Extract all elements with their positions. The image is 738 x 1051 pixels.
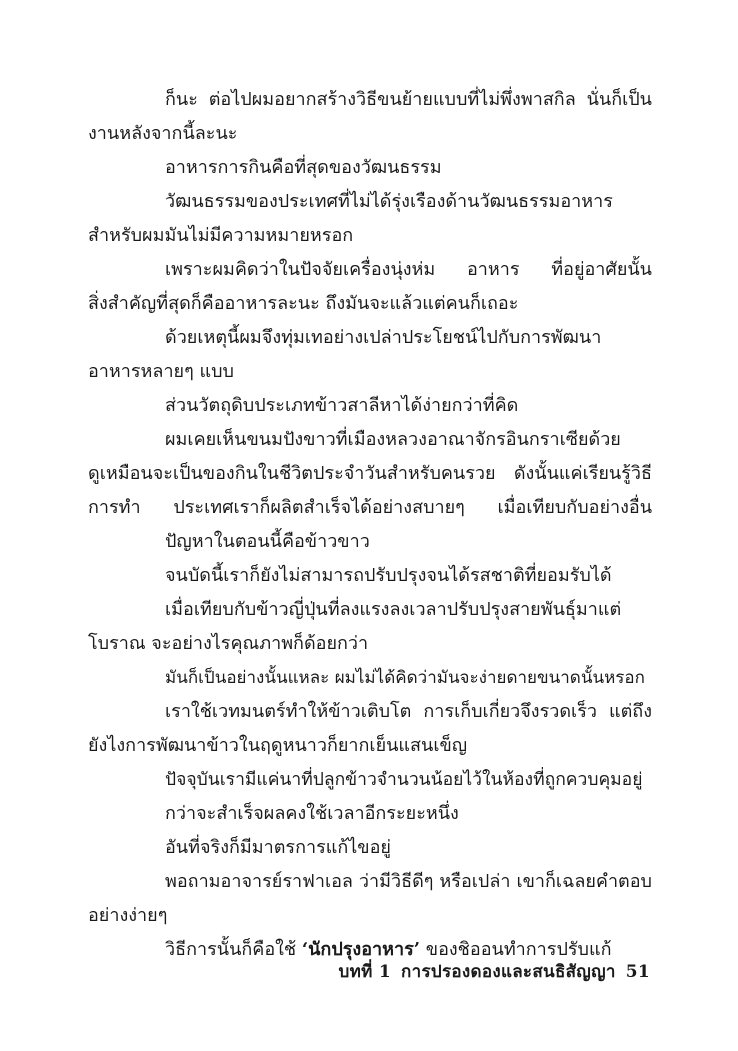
paragraph-line: ด้วยเหตุนี้ผมจึงทุ่มเทอย่างเปล่าประโยชน์ไปกับการพัฒนา: [165, 327, 602, 348]
paragraph-line: ก็นะ ต่อไปผมอยากสร้างวิธีขนย้ายแบบที่ไม่พึ่งพาสกิล นั่นก็เป็น: [165, 89, 652, 110]
footer-chapter: บทที่ 1: [338, 962, 391, 982]
paragraph-line: ดูเหมือนจะเป็นของกินในชีวิตประจำวันสำหรับคนรวย ดังนั้นแค่เรียนรู้วิธี: [88, 463, 652, 484]
paragraph-line: เมื่อเทียบกับข้าวญี่ปุ่นที่ลงแรงลงเวลาปรับปรุงสายพันธุ์มาแต่: [165, 599, 622, 620]
paragraph-line: ส่วนวัตถุดิบประเภทข้าวสาลีหาได้ง่ายกว่าที่คิด: [165, 395, 519, 416]
paragraph-line: เพราะผมคิดว่าในปัจจัยเครื่องนุ่งห่ม อาหาร ที่อยู่อาศัยนั้น: [165, 259, 652, 280]
paragraph-line: อย่างง่ายๆ: [88, 905, 168, 926]
line-text-before: วิธีการนั้นก็คือใช้: [165, 939, 302, 960]
paragraph-line: มันก็เป็นอย่างนั้นแหละ ผมไม่ได้คิดว่ามันจะง่ายดายขนาดนั้นหรอก: [165, 668, 645, 688]
paragraph-line: สำหรับผมมันไม่มีความหมายหรอก: [88, 225, 354, 246]
page-number: 51: [625, 962, 650, 982]
paragraph-line: อันที่จริงก็มีมาตรการแก้ไขอยู่: [165, 837, 391, 858]
line-text-after: ของชิออนทำการปรับแก้: [420, 939, 612, 960]
paragraph-line: เราใช้เวทมนตร์ทำให้ข้าวเติบโต การเก็บเกี่ยวจึงรวดเร็ว แต่ถึง: [165, 701, 652, 722]
footer-title: การปรองดองและสนธิสัญญา: [401, 962, 616, 982]
paragraph-line: อาหารหลายๆ แบบ: [88, 361, 234, 382]
paragraph-line: ผมเคยเห็นขนมปังขาวที่เมืองหลวงอาณาจักรอินกราเซียด้วย: [165, 429, 621, 450]
paragraph-line: ปัจจุบันเรามีแค่นาที่ปลูกข้าวจำนวนน้อยไว้ในห้องที่ถูกควบคุมอยู่: [165, 770, 643, 790]
running-footer: [339, 958, 650, 985]
paragraph-line: ปัญหาในตอนนี้คือข้าวขาว: [165, 531, 370, 552]
paragraph-line: งานหลังจากนี้ละนะ: [88, 123, 238, 144]
paragraph-line: จนบัดนี้เราก็ยังไม่สามารถปรับปรุงจนได้รสชาติที่ยอมรับได้: [165, 565, 612, 586]
body-text: [88, 83, 652, 967]
paragraph-line: พอถามอาจารย์ราฟาเอล ว่ามีวิธีดีๆ หรือเปล่า เขาก็เฉลยคำตอบ: [165, 871, 652, 892]
paragraph-line: การทำ ประเทศเราก็ผลิตสำเร็จได้อย่างสบายๆ เมื่อเทียบกับอย่างอื่น: [88, 497, 652, 518]
paragraph-line: โบราณ จะอย่างไรคุณภาพก็ด้อยกว่า: [88, 633, 369, 654]
paragraph-line: วัฒนธรรมของประเทศที่ไม่ได้รุ่งเรืองด้านวัฒนธรรมอาหาร: [165, 191, 613, 212]
emphasis-term: ‘นักปรุงอาหาร’: [301, 939, 421, 960]
paragraph-line: สิ่งสำคัญที่สุดก็คืออาหารละนะ ถึงมันจะแล้วแต่คนก็เถอะ: [88, 293, 519, 314]
paragraph-line: กว่าจะสำเร็จผลคงใช้เวลาอีกระยะหนึ่ง: [165, 803, 459, 824]
paragraph-line: ยังไงการพัฒนาข้าวในฤดูหนาวก็ยากเย็นแสนเข็ญ: [88, 735, 468, 756]
paragraph-line: อาหารการกินคือที่สุดของวัฒนธรรม: [165, 157, 442, 178]
